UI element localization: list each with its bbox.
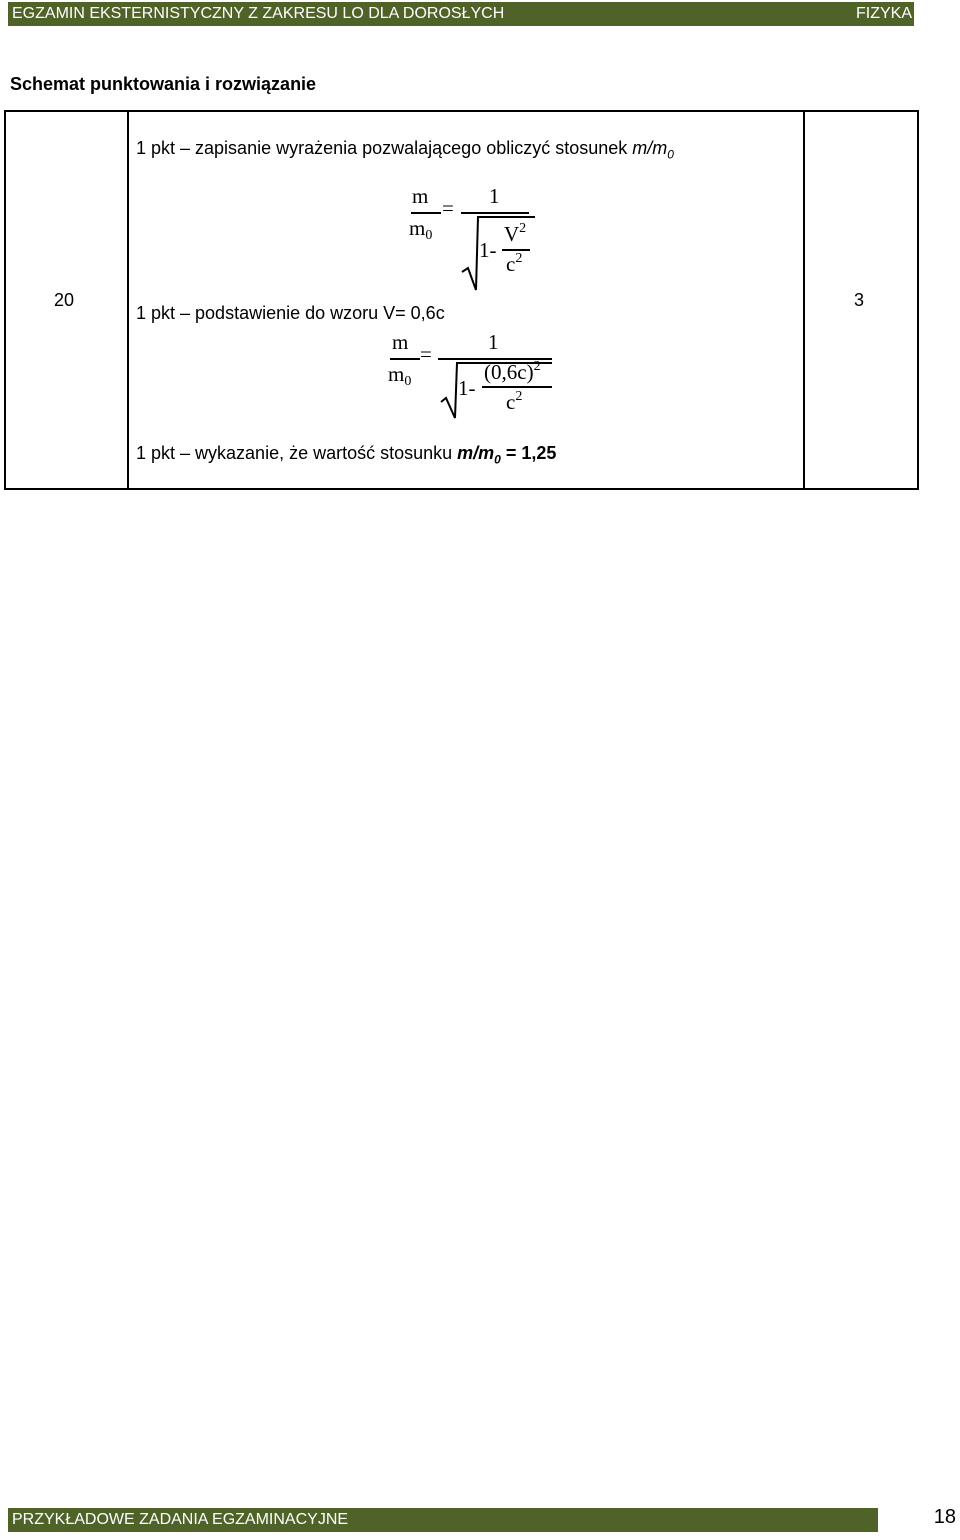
formula2-equals: = [420,342,432,366]
formula2-one: 1 [488,330,499,354]
fraction-bar [411,212,441,214]
step3-text: 1 pkt – wykazanie, że wartość stosunku $m/m_0 = 1,25$ [136,443,557,467]
column-divider [127,112,129,488]
formula1-one-minus: 1- [479,238,497,262]
formula1-m0: m0 [409,216,433,243]
subject-label: FIZYKA [855,5,912,22]
formula-mass-ratio [401,180,541,310]
footer-bar: PRZYKŁADOWE ZADANIA EGZAMINACYJNE [8,1508,878,1532]
scoring-table [4,110,919,490]
formula1-equals: = [442,196,454,220]
fraction-bar [482,386,552,388]
step1-text: 1 pkt – zapisanie wyrażenia pozwalającego obliczyć stosunek $m/m_0$ [136,138,674,162]
exam-title: EGZAMIN EKSTERNISTYCZNY Z ZAKRESU LO DLA DOROSŁYCH [12,5,505,22]
formula2-m: m [392,330,409,354]
formula2-numerator: $(0,6c)^2$ [484,359,541,384]
formula2-c: $c^2$ [506,389,523,414]
column-divider [803,112,805,488]
formula1-one: 1 [489,184,500,208]
section-title: Schemat punktowania i rozwiązanie [10,74,317,94]
task-number: 20 [54,290,75,310]
page-number: 18 [933,1506,956,1528]
fraction-bar [461,212,529,214]
formula1-c: $c^2$ [506,251,523,276]
step2-text: 1 pkt – podstawienie do wzoru V= 0,6c [136,303,445,323]
formula2-m0: m0 [388,362,412,389]
formula-substitution [386,328,566,428]
formula1-v: $V^2$ [504,221,527,246]
formula1-m: m [412,184,429,208]
task-points: 3 [854,290,865,310]
header-bar [8,2,914,26]
formula2-one-minus: 1- [458,376,476,400]
fraction-bar [390,358,420,360]
